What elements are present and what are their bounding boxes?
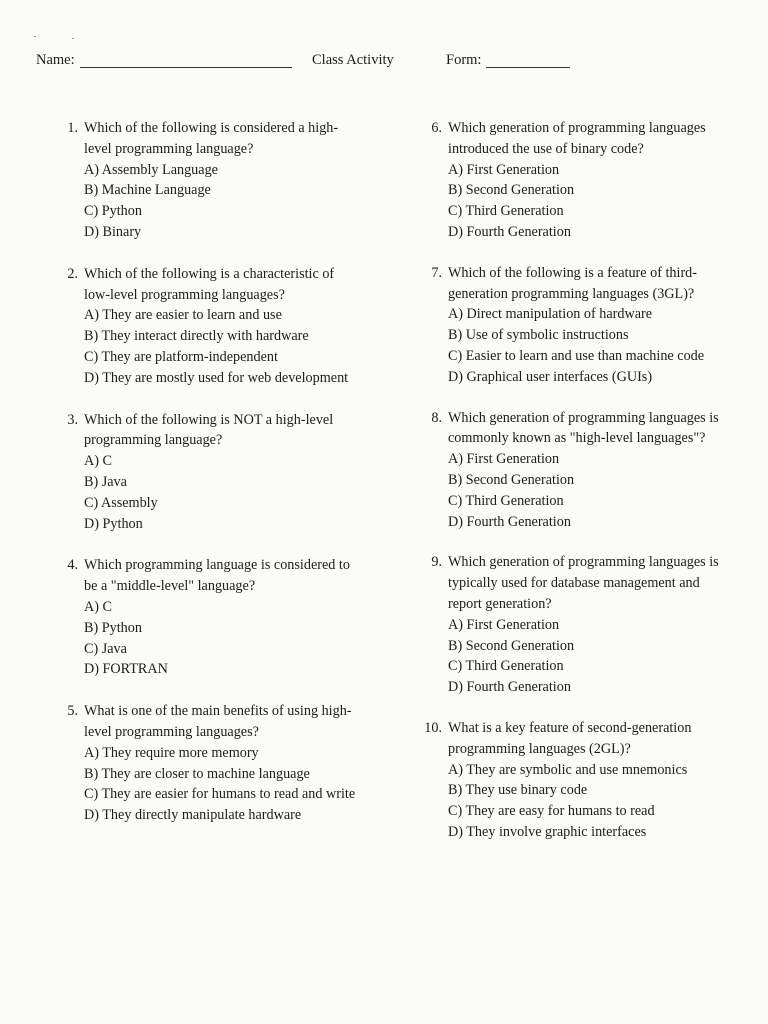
option-b: B) They interact directly with hardware xyxy=(84,328,309,345)
option-d: D) Fourth Generation xyxy=(448,679,571,696)
option-c: C) Assembly xyxy=(84,494,158,511)
option-b: B) Machine Language xyxy=(84,182,211,199)
option-c: C) They are easy for humans to read xyxy=(448,803,655,820)
question-2 xyxy=(56,264,356,389)
question-number: 8. xyxy=(431,409,442,426)
question-number: 9. xyxy=(431,554,442,571)
question-7 xyxy=(420,263,720,388)
option-d: D) FORTRAN xyxy=(84,661,168,678)
question-text: Which of the following is a characteristic of low-level programming languages? xyxy=(84,265,335,303)
question-number: 6. xyxy=(431,120,442,136)
option-a: A) First Generation xyxy=(448,451,560,468)
questions-left-column xyxy=(56,118,356,826)
question-text: Which generation of programming languages is typically used for database management and report generation? xyxy=(448,554,719,612)
option-a: A) Direct manipulation of hardware xyxy=(448,306,653,323)
option-a: A) First Generation xyxy=(448,161,560,178)
option-b: B) Second Generation xyxy=(448,182,575,199)
option-d: D) Binary xyxy=(84,223,142,240)
worksheet-header xyxy=(0,52,768,72)
scan-speck xyxy=(34,36,36,37)
option-c: C) Third Generation xyxy=(448,203,564,220)
option-c: C) They are easier for humans to read and write xyxy=(84,786,356,803)
option-a: A) C xyxy=(84,598,112,615)
question-text: Which generation of programming languages introduced the use of binary code? xyxy=(448,120,706,157)
option-d: D) They are mostly used for web development xyxy=(84,369,349,386)
question-8 xyxy=(420,408,720,533)
name-blank-line[interactable] xyxy=(80,67,292,68)
question-number: 3. xyxy=(67,411,78,428)
question-5 xyxy=(56,701,356,826)
option-c: C) Easier to learn and use than machine code xyxy=(448,347,705,364)
question-number: 7. xyxy=(431,264,442,281)
question-1 xyxy=(56,118,356,243)
option-a: A) They are easier to learn and use xyxy=(84,307,282,324)
option-b: B) Use of symbolic instructions xyxy=(448,327,629,344)
question-number: 1. xyxy=(67,120,78,136)
question-text: Which of the following is a feature of third-generation programming languages (3GL)? xyxy=(448,264,697,302)
question-text: Which generation of programming languages is commonly known as "high-level languages"? xyxy=(448,409,719,447)
question-9 xyxy=(420,552,720,698)
option-a: A) They require more memory xyxy=(84,744,259,761)
question-text: What is one of the main benefits of using high-level programming languages? xyxy=(84,703,352,740)
form-label: Form: xyxy=(446,52,482,68)
option-c: C) They are platform-independent xyxy=(84,348,278,365)
question-number: 4. xyxy=(67,557,78,574)
option-d: D) Graphical user interfaces (GUIs) xyxy=(448,368,653,385)
option-c: C) Third Generation xyxy=(448,492,564,509)
option-c: C) Python xyxy=(84,203,142,220)
question-text: Which of the following is NOT a high-level programming language? xyxy=(84,411,334,449)
option-c: C) Java xyxy=(84,640,127,657)
option-b: B) Second Generation xyxy=(448,637,575,654)
question-text: Which of the following is considered a high-level programming language? xyxy=(84,120,339,157)
option-d: D) Fourth Generation xyxy=(448,513,571,530)
question-number: 10. xyxy=(424,719,442,736)
question-text: What is a key feature of second-generation programming languages (2GL)? xyxy=(448,719,692,757)
name-label: Name: xyxy=(36,52,75,68)
question-3 xyxy=(56,410,356,535)
option-b: B) Python xyxy=(84,619,142,636)
question-number: 2. xyxy=(67,265,78,282)
question-text: Which programming language is considered to be a "middle-level" language? xyxy=(84,557,350,595)
option-d: D) They directly manipulate hardware xyxy=(84,807,302,824)
option-b: B) They use binary code xyxy=(448,782,588,799)
question-6 xyxy=(420,118,720,243)
form-blank-line[interactable] xyxy=(486,67,570,68)
class-activity-title: Class Activity xyxy=(312,52,394,68)
option-a: A) C xyxy=(84,453,112,470)
option-b: B) Java xyxy=(84,473,127,490)
option-d: D) Python xyxy=(84,515,143,532)
question-4 xyxy=(56,555,356,680)
option-a: A) First Generation xyxy=(448,616,560,633)
option-d: D) They involve graphic interfaces xyxy=(448,823,647,840)
option-b: B) They are closer to machine language xyxy=(84,765,310,782)
option-a: A) They are symbolic and use mnemonics xyxy=(448,761,688,778)
question-number: 5. xyxy=(67,703,78,720)
option-b: B) Second Generation xyxy=(448,471,575,488)
option-a: A) Assembly Language xyxy=(84,161,218,178)
question-10 xyxy=(420,718,720,843)
option-c: C) Third Generation xyxy=(448,658,564,675)
scan-speck xyxy=(72,38,74,39)
option-d: D) Fourth Generation xyxy=(448,223,571,240)
questions-right-column xyxy=(420,118,720,843)
